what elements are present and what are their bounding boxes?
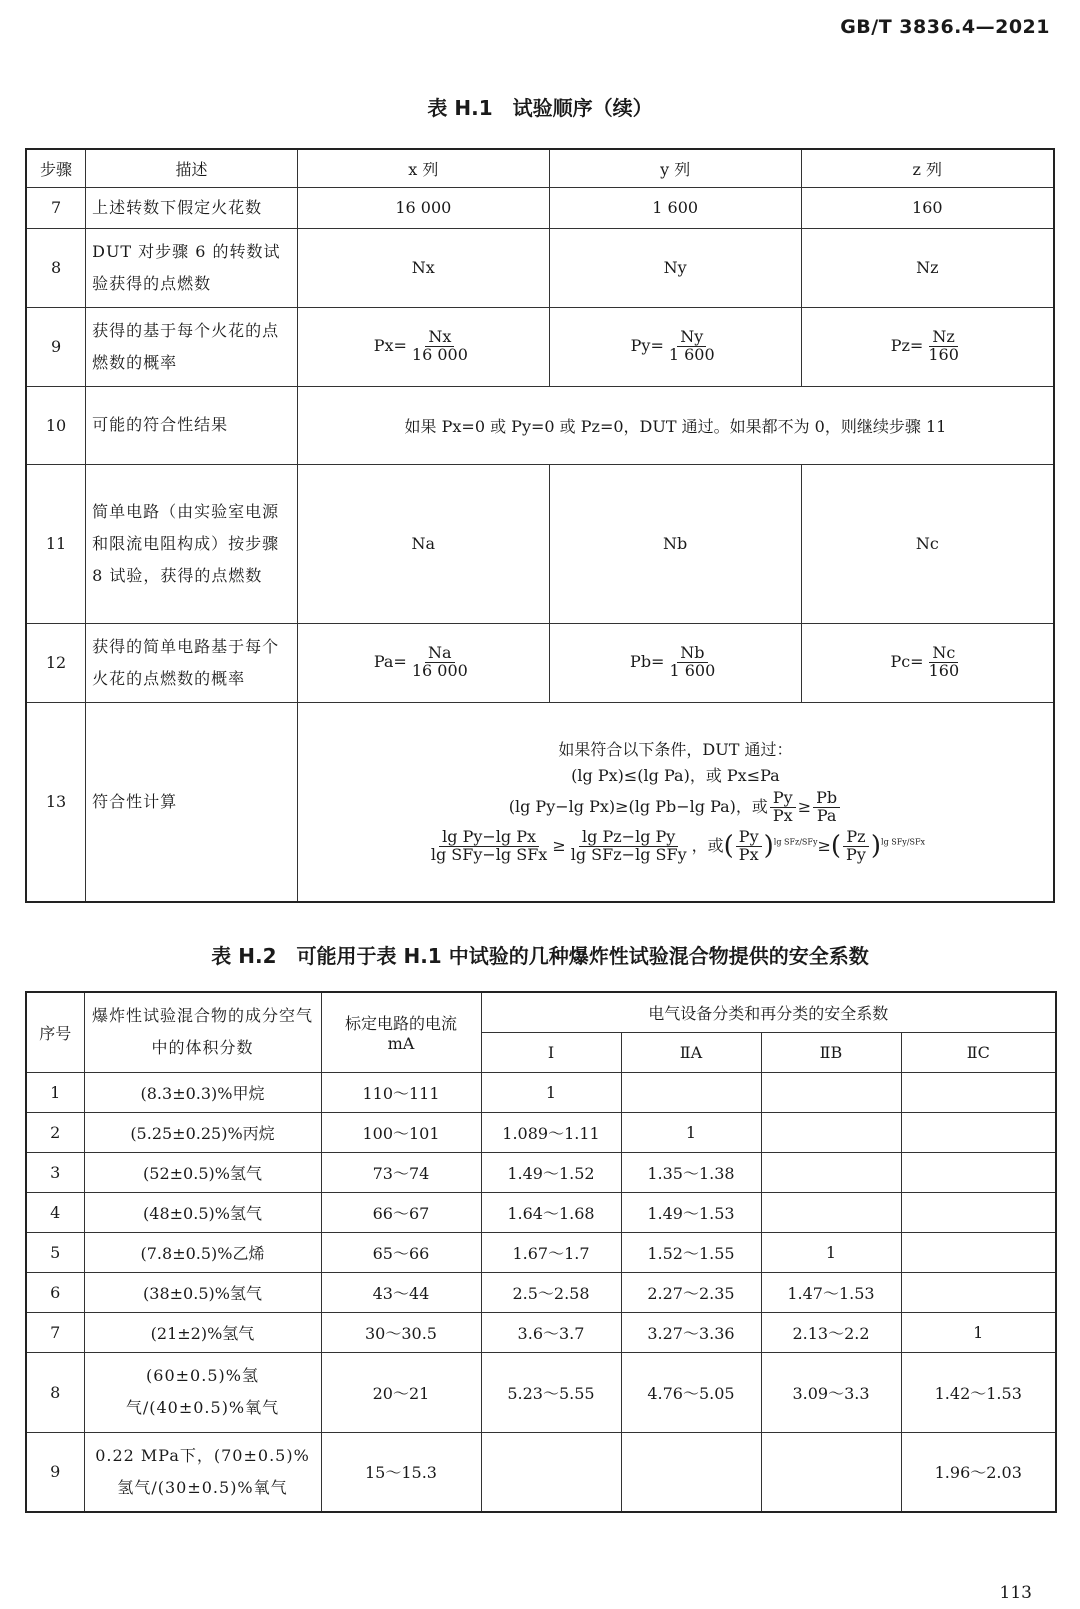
formula-lhs: Px= xyxy=(373,336,407,355)
factor-i: 1.64～1.68 xyxy=(481,1192,621,1232)
factor-i: 1.49～1.52 xyxy=(481,1152,621,1192)
fraction-numerator: Na xyxy=(425,645,455,663)
table-row xyxy=(26,1432,1056,1512)
formula-exponent: lg SFz/SFy xyxy=(773,837,818,847)
table-row xyxy=(26,1352,1056,1432)
step-description: 获得的基于每个火花的点燃数的概率 xyxy=(86,307,298,386)
formula-line-1: 如果符合以下条件，DUT 通过： xyxy=(558,739,793,759)
factor-iib: 1 xyxy=(761,1232,901,1272)
table1-header-row xyxy=(26,149,1054,187)
formula-pa xyxy=(297,623,549,702)
row-number: 1 xyxy=(26,1072,84,1112)
row-number: 5 xyxy=(26,1232,84,1272)
table-row xyxy=(26,187,1054,228)
header-class-iic: ⅡC xyxy=(901,1032,1056,1072)
factor-iic xyxy=(901,1232,1056,1272)
header-current-unit: mA xyxy=(387,1034,415,1054)
formula-operator: ≥ xyxy=(552,835,566,855)
formula-lhs: Pa= xyxy=(373,652,407,671)
table-row xyxy=(26,1072,1056,1112)
formula-line-2: (lg Px)≤(lg Pa)，或 Px≤Pa xyxy=(571,765,780,785)
row-number: 4 xyxy=(26,1192,84,1232)
fraction-numerator: lg Pz−lg Py xyxy=(579,829,678,847)
table-row xyxy=(26,702,1054,902)
compliance-formulas xyxy=(297,702,1054,902)
step-number: 13 xyxy=(26,702,86,902)
factor-iic xyxy=(901,1072,1056,1112)
fraction-numerator: Py xyxy=(736,829,762,847)
cell-z: Nz xyxy=(801,228,1054,307)
formula-operator: ≥ xyxy=(797,796,812,816)
factor-iib xyxy=(761,1192,901,1232)
fraction-denominator: 1 600 xyxy=(668,345,715,364)
row-number: 2 xyxy=(26,1112,84,1152)
factor-iic xyxy=(901,1192,1056,1232)
factor-iia: 3.27～3.36 xyxy=(621,1312,761,1352)
factor-iib xyxy=(761,1432,901,1512)
fraction-numerator: Ny xyxy=(677,329,706,347)
table-row xyxy=(26,228,1054,307)
row-number: 3 xyxy=(26,1152,84,1192)
formula-pc xyxy=(801,623,1054,702)
fraction-denominator: Pa xyxy=(816,805,837,825)
header-safety-group: 电气设备分类和再分类的安全系数 xyxy=(481,992,1056,1032)
factor-iia xyxy=(621,1432,761,1512)
mixture: (52±0.5)%氢气 xyxy=(84,1152,321,1192)
current: 100～101 xyxy=(321,1112,481,1152)
header-desc: 描述 xyxy=(86,149,298,187)
factor-i: 3.6～3.7 xyxy=(481,1312,621,1352)
fraction-denominator: 16 000 xyxy=(411,661,468,680)
table2-caption: 表 H.2 可能用于表 H.1 中试验的几种爆炸性试验混合物提供的安全系数 xyxy=(211,944,869,968)
formula-py xyxy=(549,307,801,386)
header-y: y 列 xyxy=(549,149,801,187)
mixture: (48±0.5)%氢气 xyxy=(84,1192,321,1232)
mixture: (7.8±0.5)%乙烯 xyxy=(84,1232,321,1272)
factor-iib xyxy=(761,1072,901,1112)
factor-i: 2.5～2.58 xyxy=(481,1272,621,1312)
cell-z: 160 xyxy=(801,187,1054,228)
fraction-denominator: Px xyxy=(772,805,793,825)
step-number: 11 xyxy=(26,464,86,623)
formula-px xyxy=(297,307,549,386)
fraction-numerator: Nz xyxy=(929,329,957,347)
fraction-denominator: Py xyxy=(846,844,866,864)
current: 66～67 xyxy=(321,1192,481,1232)
header-class-i: Ⅰ xyxy=(481,1032,621,1072)
header-current xyxy=(321,992,481,1072)
cell-y: 1 600 xyxy=(549,187,801,228)
step-description: DUT 对步骤 6 的转数试验获得的点燃数 xyxy=(86,228,298,307)
current: 20～21 xyxy=(321,1352,481,1432)
formula-lhs: Pc= xyxy=(890,652,924,671)
factor-iia: 1.35～1.38 xyxy=(621,1152,761,1192)
step-number: 8 xyxy=(26,228,86,307)
row-number: 9 xyxy=(26,1432,84,1512)
factor-iia: 1.52～1.55 xyxy=(621,1232,761,1272)
fraction-numerator: Py xyxy=(770,790,796,808)
current: 15～15.3 xyxy=(321,1432,481,1512)
formula-exponent: lg SFy/SFx xyxy=(881,837,926,847)
factor-i xyxy=(481,1432,621,1512)
table-row xyxy=(26,464,1054,623)
table-row xyxy=(26,307,1054,386)
step-number: 12 xyxy=(26,623,86,702)
mixture: 0.22 MPa下，(70±0.5)%氢气/(30±0.5)%氧气 xyxy=(84,1432,321,1512)
step-number: 9 xyxy=(26,307,86,386)
step-description: 简单电路（由实验室电源和限流电阻构成）按步骤 8 试验，获得的点燃数 xyxy=(86,464,298,623)
table1-caption: 表 H.1 试验顺序（续） xyxy=(427,96,653,120)
factor-iic xyxy=(901,1272,1056,1312)
table-row xyxy=(26,1232,1056,1272)
factor-iib: 3.09～3.3 xyxy=(761,1352,901,1432)
header-z: z 列 xyxy=(801,149,1054,187)
factor-iib xyxy=(761,1152,901,1192)
factor-iic: 1 xyxy=(901,1312,1056,1352)
step-description: 获得的简单电路基于每个火花的点燃数的概率 xyxy=(86,623,298,702)
step-description: 上述转数下假定火花数 xyxy=(86,187,298,228)
mixture: (21±2)%氢气 xyxy=(84,1312,321,1352)
factor-iia xyxy=(621,1072,761,1112)
mixture: (8.3±0.3)%甲烷 xyxy=(84,1072,321,1112)
factor-iia: 1 xyxy=(621,1112,761,1152)
current: 30～30.5 xyxy=(321,1312,481,1352)
fraction-numerator: Nb xyxy=(677,645,707,663)
fraction-numerator: Nc xyxy=(929,645,958,663)
factor-i: 1.67～1.7 xyxy=(481,1232,621,1272)
table2-header-row xyxy=(26,992,1056,1032)
step-description: 符合性计算 xyxy=(86,702,298,902)
factor-i: 5.23～5.55 xyxy=(481,1352,621,1432)
mixture: (38±0.5)%氢气 xyxy=(84,1272,321,1312)
factor-iib: 1.47～1.53 xyxy=(761,1272,901,1312)
factor-iic xyxy=(901,1112,1056,1152)
table-row xyxy=(26,1192,1056,1232)
table-row xyxy=(26,623,1054,702)
cell-x: Na xyxy=(297,464,549,623)
fraction-denominator: Px xyxy=(738,844,759,864)
current: 65～66 xyxy=(321,1232,481,1272)
step-number: 10 xyxy=(26,386,86,464)
formula-pz xyxy=(801,307,1054,386)
table2 xyxy=(25,991,1057,1513)
fraction-denominator: 16 000 xyxy=(411,345,468,364)
fraction-numerator: Pz xyxy=(843,829,868,847)
current: 43～44 xyxy=(321,1272,481,1312)
factor-iic: 1.96～2.03 xyxy=(901,1432,1056,1512)
row-number: 8 xyxy=(26,1352,84,1432)
fraction-denominator: 160 xyxy=(928,345,959,364)
fraction-denominator: lg SFz−lg SFy xyxy=(570,844,687,864)
formula-text: (lg Py−lg Px)≥(lg Pb−lg Pa)，或 xyxy=(508,796,768,816)
table-row xyxy=(26,1112,1056,1152)
table1 xyxy=(25,148,1055,903)
current: 110～111 xyxy=(321,1072,481,1112)
formula-text: ，或 xyxy=(691,835,724,855)
compliance-result-text: 如果 Px=0 或 Py=0 或 Pz=0，DUT 通过。如果都不为 0，则继续步骤 11 xyxy=(297,386,1054,464)
row-number: 6 xyxy=(26,1272,84,1312)
page-number: 113 xyxy=(999,1583,1032,1603)
formula-line-4: $\frac{\text{lg Py−lg Px}}{\text{lg SFy−lg SFx}}$ ≥ $\frac{\text{lg Pz−lg Py}}{\text{lg SFz−lg SFy}}$ ，或( $\frac{Py}{Px}$ )$^{lg SFz/SFy}$≥( $\frac{Pz}{Py}$ )$^{lg SFy/SFx}$ xyxy=(302,827,1049,866)
mixture: (5.25±0.25)%丙烷 xyxy=(84,1112,321,1152)
formula-line-3 xyxy=(302,787,1049,825)
factor-iic xyxy=(901,1152,1056,1192)
factor-iib: 2.13～2.2 xyxy=(761,1312,901,1352)
fraction-numerator: Pb xyxy=(813,790,840,808)
step-number: 7 xyxy=(26,187,86,228)
formula-pb xyxy=(549,623,801,702)
fraction-denominator: lg SFy−lg SFx xyxy=(430,844,548,864)
header-class-iia: ⅡA xyxy=(621,1032,761,1072)
current: 73～74 xyxy=(321,1152,481,1192)
header-mixture: 爆炸性试验混合物的成分空气中的体积分数 xyxy=(84,992,321,1072)
cell-x: 16 000 xyxy=(297,187,549,228)
header-current-label: 标定电路的电流 xyxy=(344,1014,457,1034)
standard-id: GB/T 3836.4—2021 xyxy=(840,16,1050,38)
step-description: 可能的符合性结果 xyxy=(86,386,298,464)
formula-operator: ≥ xyxy=(817,835,831,855)
cell-x: Nx xyxy=(297,228,549,307)
formula-lhs: Pb= xyxy=(630,652,665,671)
fraction-denominator: 160 xyxy=(928,661,960,680)
table-row xyxy=(26,1312,1056,1352)
cell-y: Ny xyxy=(549,228,801,307)
table-row xyxy=(26,386,1054,464)
factor-i: 1.089～1.11 xyxy=(481,1112,621,1152)
factor-iia: 4.76～5.05 xyxy=(621,1352,761,1432)
factor-iic: 1.42～1.53 xyxy=(901,1352,1056,1432)
factor-iia: 2.27～2.35 xyxy=(621,1272,761,1312)
mixture: (60±0.5)%氢气/(40±0.5)%氧气 xyxy=(84,1352,321,1432)
formula-lhs: Pz= xyxy=(890,336,924,355)
table-row xyxy=(26,1272,1056,1312)
header-x: x 列 xyxy=(297,149,549,187)
header-class-iib: ⅡB xyxy=(761,1032,901,1072)
row-number: 7 xyxy=(26,1312,84,1352)
cell-z: Nc xyxy=(801,464,1054,623)
fraction-numerator: Nx xyxy=(425,329,454,347)
header-seq: 序号 xyxy=(26,992,84,1072)
fraction-denominator: 1 600 xyxy=(669,661,716,680)
header-step: 步骤 xyxy=(26,149,86,187)
factor-iia: 1.49～1.53 xyxy=(621,1192,761,1232)
cell-y: Nb xyxy=(549,464,801,623)
fraction-numerator: lg Py−lg Px xyxy=(439,829,539,847)
formula-lhs: Py= xyxy=(630,336,664,355)
factor-i: 1 xyxy=(481,1072,621,1112)
table-row xyxy=(26,1152,1056,1192)
factor-iib xyxy=(761,1112,901,1152)
